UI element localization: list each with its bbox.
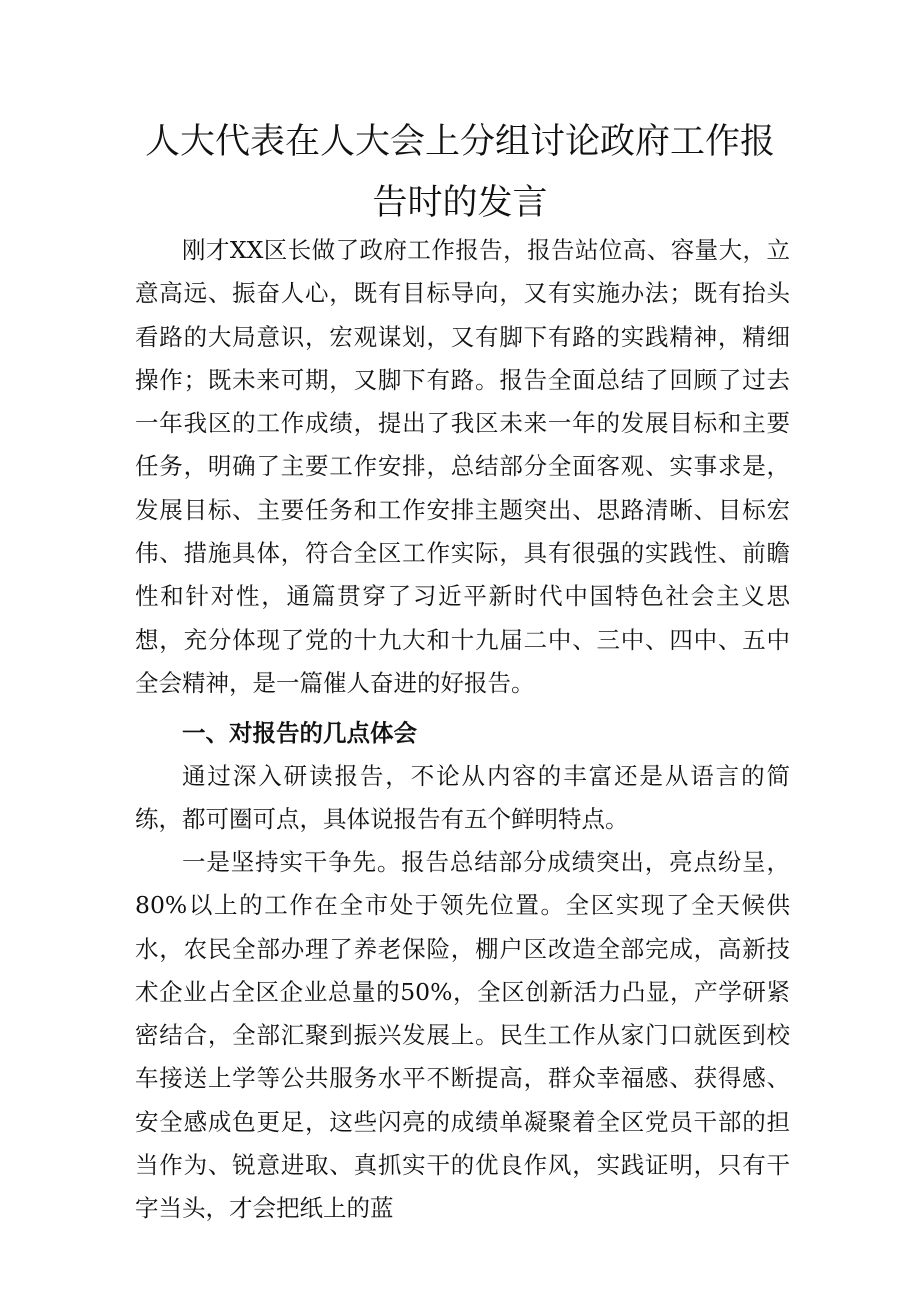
paragraph-intro: 刚才XX区长做了政府工作报告，报告站位高、容量大，立意高远、振奋人心，既有目标导向，又有实施办法；既有抬头看路的大局意识，宏观谋划，又有脚下有路的实践精神，精细操作；既未来可期，又脚下有路。报告全面总结了回顾了过去一年我区的工作成绩，提出了我区未来一年的发展目标和主要任务，明确了主要工作安排，总结部分全面客观、实事求是，发展目标、主要任务和工作安排主题突出、思路清晰、目标宏伟、措施具体，符合全区工作实际，具有很强的实践性、前瞻性和针对性，通篇贯穿了习近平新时代中国特色社会主义思想，充分体现了党的十九大和十九届二中、三中、四中、五中全会精神，是一篇催人奋进的好报告。 [135,236,790,697]
paragraph-point-one: 一是坚持实干争先。报告总结部分成绩突出，亮点纷呈，80%以上的工作在全市处于领先位置。全区实现了全天候供水，农民全部办理了养老保险，棚户区改造全部完成，高新技术企业占全区企业总量的50%，全区创新活力凸显，产学研紧密结合，全部汇聚到振兴发展上。民生工作从家门口就医到校车接送上学等公共服务水平不断提高，群众幸福感、获得感、安全感成色更足，这些闪亮的成绩单凝聚着全区党员干部的担当作为、锐意进取、真抓实干的优良作风，实践证明，只有干字当头，才会把纸上的蓝 [135,848,790,1223]
document-title-line-1: 人大代表在人大会上分组讨论政府工作报 [144,122,775,162]
section-heading: 一、对报告的几点体会 [182,719,417,747]
paragraph-section-intro: 通过深入研读报告，不论从内容的丰富还是从语言的简练，都可圈可点，具体说报告有五个鲜明特点。 [135,762,790,834]
document-title-line-2: 告时的发言 [372,183,548,223]
